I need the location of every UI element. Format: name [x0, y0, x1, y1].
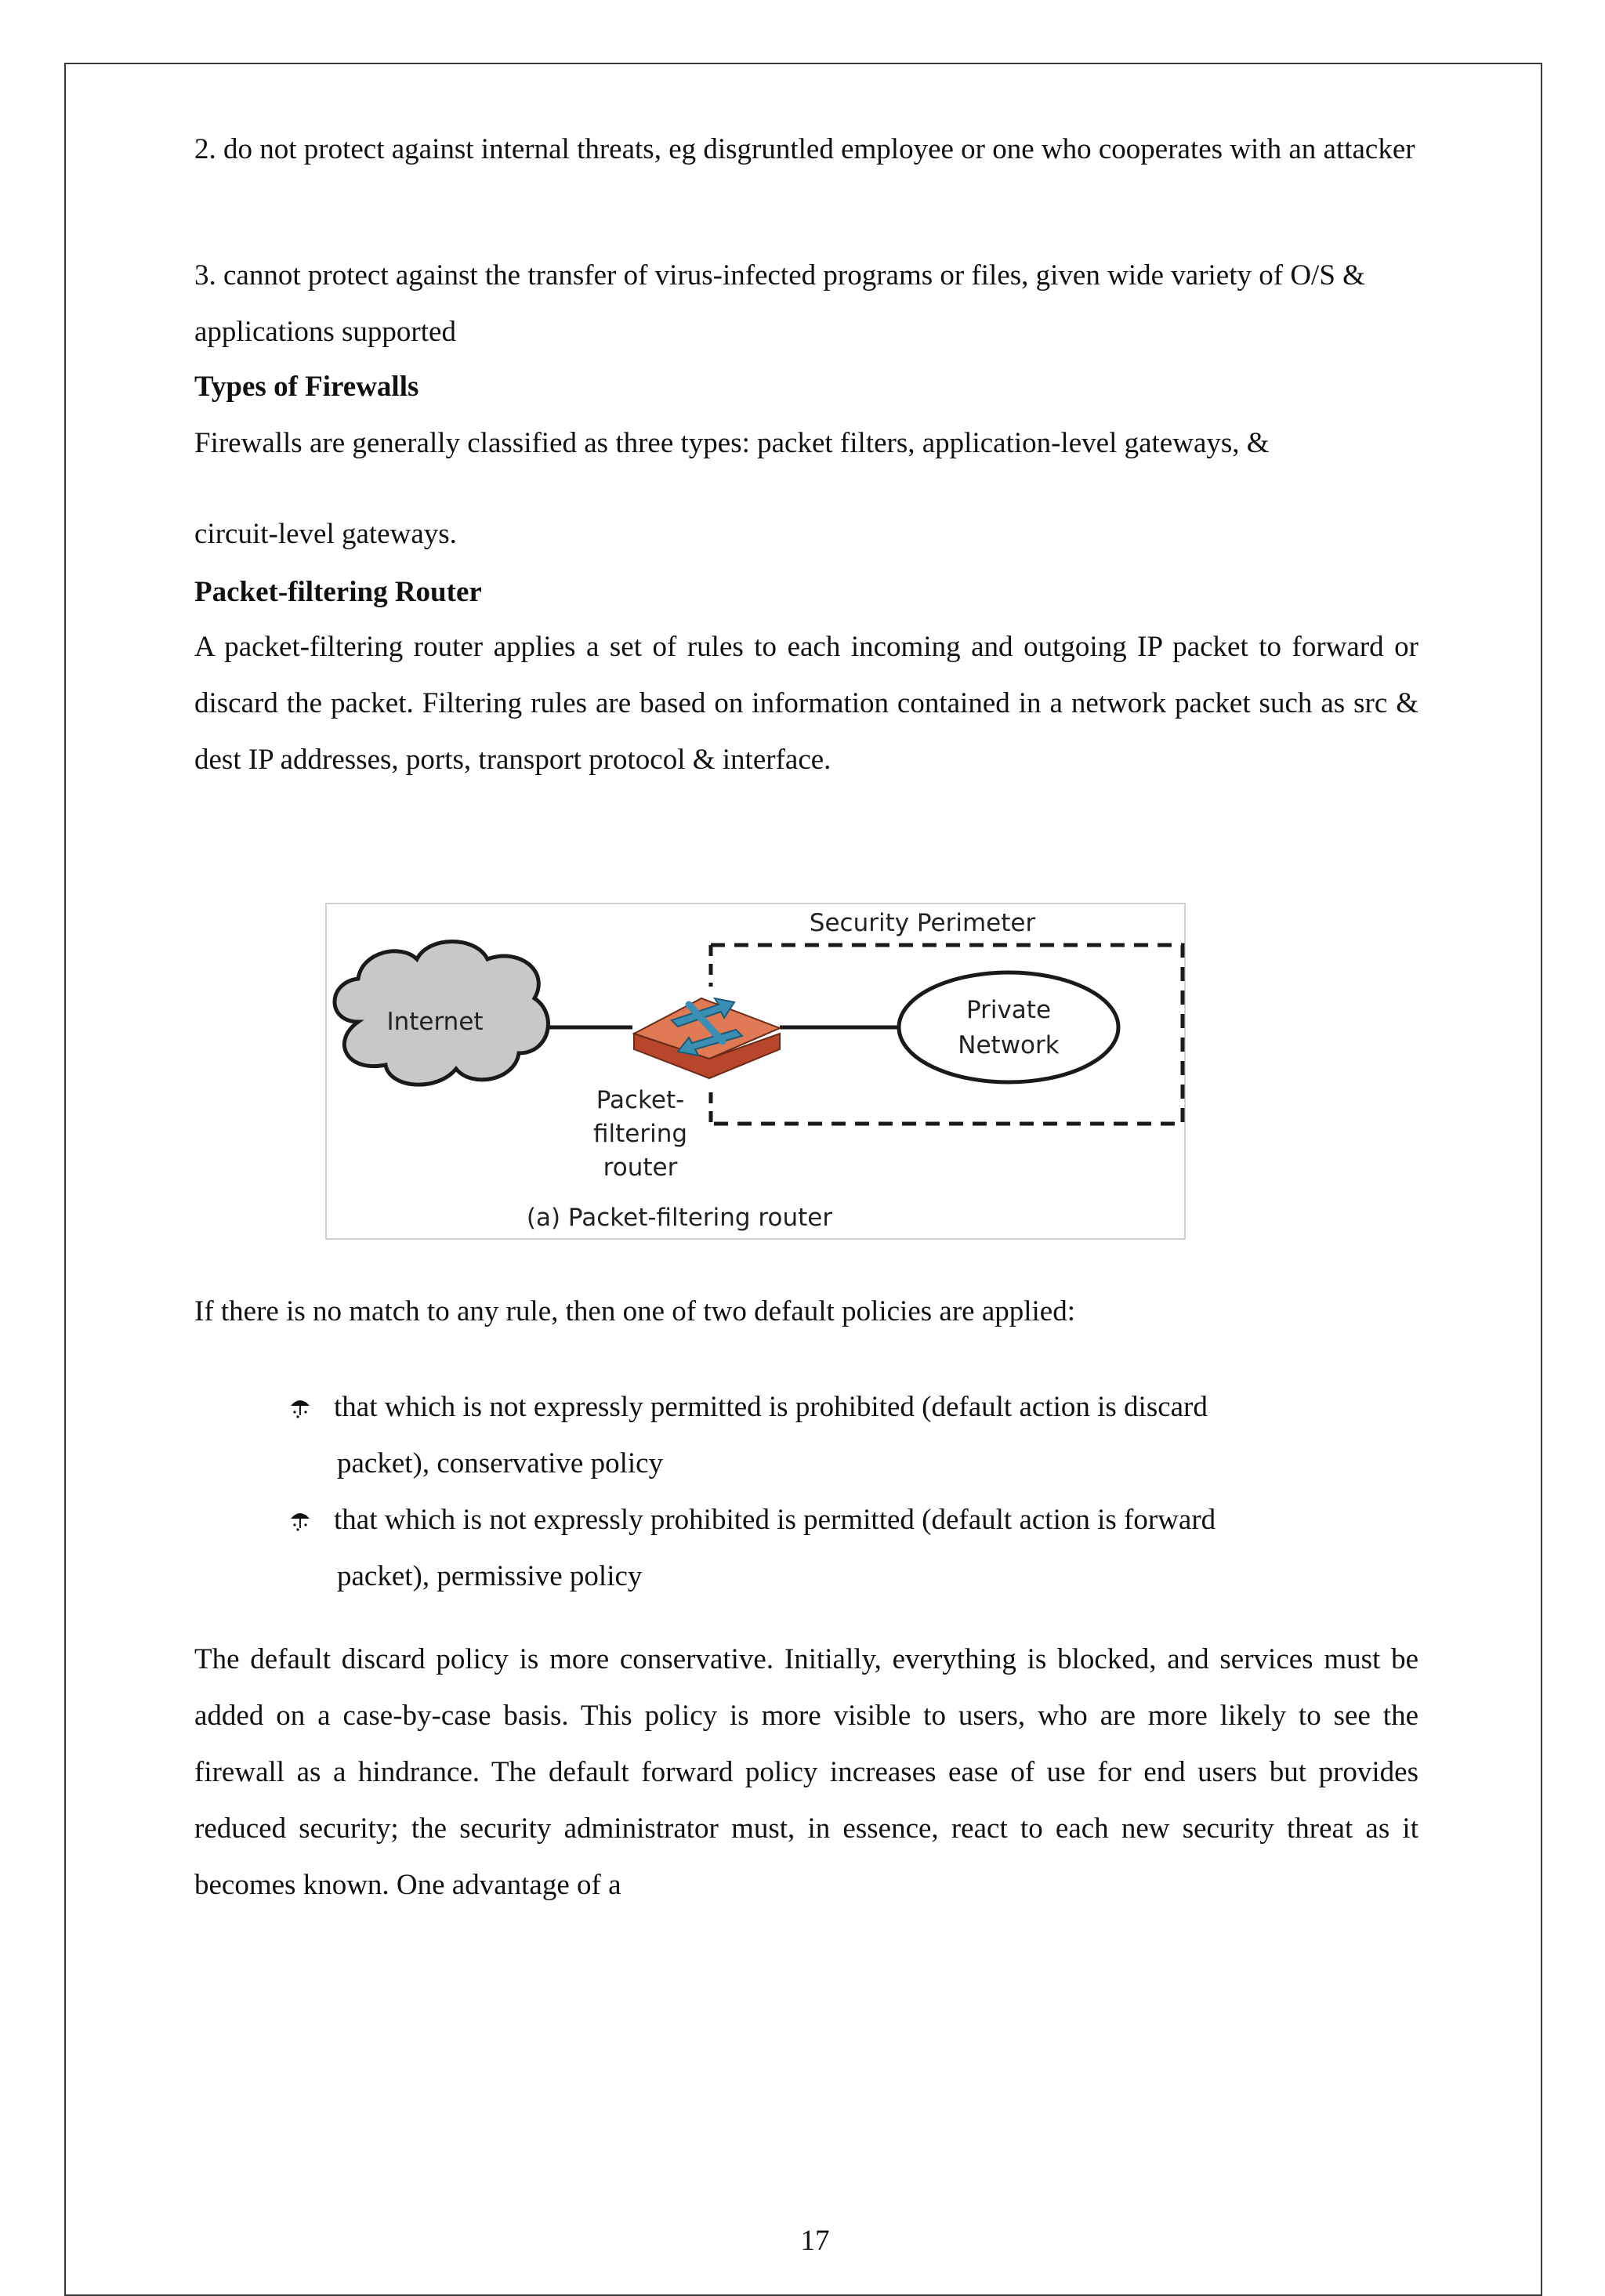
bullet-line1: that which is not expressly prohibited is permitted (default action is forward [334, 1504, 1216, 1536]
figure-diagram [327, 904, 1187, 1241]
paragraph-internal-threats: 2. do not protect against internal threats, eg disgruntled employee or one who cooperates with an attacker [194, 133, 1415, 165]
private-network-label-line2: Network [958, 1031, 1060, 1059]
router-label-line3: router [603, 1153, 678, 1182]
paragraph-virus-transfer: 3. cannot protect against the transfer of virus-infected programs or files, given wide variety of O/S & applications supported [194, 259, 1365, 348]
paragraph-default-policies-intro: If there is no match to any rule, then one of two default policies are applied: [194, 1295, 1076, 1327]
paragraph-default-discard: The default discard policy is more conservative. Initially, everything is blocked, and services must be added on a case-by-case basis. This policy is more visible to users, who are more likely to see the firewall as a hindrance. The default forward policy increases ease of use for end users but provides reduced security; the security administrator must, in essence, react to each new security threat as it becomes known. One advantage of a [194, 1643, 1418, 1901]
umbrella-bullet-icon [288, 1509, 312, 1533]
paragraph-firewall-types-cont: circuit-level gateways. [194, 518, 457, 550]
router-label-line1: Packet- [596, 1086, 685, 1114]
bullet-text [334, 1379, 1345, 1492]
bullet-line1: that which is not expressly permitted is prohibited (default action is discard [334, 1391, 1208, 1423]
internet-label: Internet [386, 1008, 484, 1036]
security-perimeter-label: Security Perimeter [809, 909, 1036, 937]
umbrella-bullet-icon [288, 1396, 312, 1420]
figure-caption: (a) Packet-filtering router [526, 1204, 833, 1232]
bullet-line2: packet), permissive policy [337, 1560, 643, 1592]
private-network-ellipse [899, 972, 1118, 1082]
heading-packet-filtering-router: Packet-filtering Router [194, 576, 482, 608]
paragraph-firewall-types: Firewalls are generally classified as three types: packet filters, application-level gateways, & [194, 427, 1270, 459]
page-number: 17 [800, 2225, 830, 2257]
bullet-line2: packet), conservative policy [337, 1447, 664, 1479]
packet-filtering-router-figure [325, 903, 1186, 1240]
router-label-line2: filtering [592, 1120, 688, 1148]
private-network-label-line1: Private [966, 996, 1052, 1024]
heading-types-of-firewalls: Types of Firewalls [194, 371, 419, 403]
router-icon [634, 998, 780, 1078]
bullet-text [334, 1492, 1345, 1605]
paragraph-packet-filter-description: A packet-filtering router applies a set of rules to each incoming and outgoing IP packet to forward or discard the packet. Filtering rules are based on information contained in a network packet such as src & dest IP addresses, ports, transport protocol & interface. [194, 631, 1418, 776]
